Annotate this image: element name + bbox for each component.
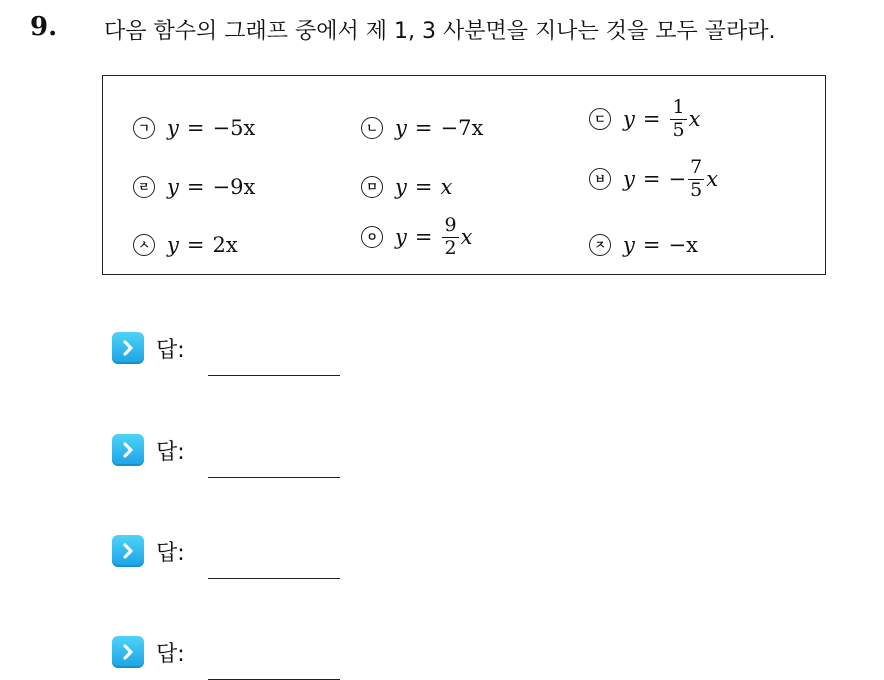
option-lhs: y	[167, 233, 179, 257]
option-7	[133, 233, 238, 257]
option-8	[361, 216, 472, 259]
chevron-right-icon	[112, 636, 144, 668]
answer-label: 답:	[156, 641, 185, 667]
fraction-denominator: 5	[672, 118, 685, 141]
option-lhs: y	[167, 116, 179, 140]
option-lhs: y	[395, 175, 407, 199]
option-eq: =	[642, 107, 661, 132]
option-fraction	[442, 216, 458, 259]
option-4	[133, 175, 255, 199]
option-marker: ㄱ	[133, 117, 155, 139]
option-marker: ㄷ	[589, 108, 611, 130]
chevron-right-icon	[112, 332, 144, 364]
option-6	[589, 158, 718, 201]
option-marker: ㅅ	[133, 234, 155, 256]
options-box	[102, 75, 826, 275]
answer-blank[interactable]	[208, 649, 340, 680]
option-marker: ㅈ	[589, 234, 611, 256]
answer-label: 답:	[156, 439, 185, 465]
option-eq: =	[414, 175, 433, 199]
fraction-numerator: 7	[690, 156, 703, 178]
option-marker: ㅇ	[361, 226, 383, 248]
option-lhs: y	[395, 116, 407, 140]
fraction-denominator: 2	[444, 236, 457, 259]
question-text: 다음 함수의 그래프 중에서 제 1, 3 사분면을 지나는 것을 모두 골라라.	[104, 19, 776, 44]
option-var: x	[688, 107, 701, 132]
answer-row-4	[112, 636, 340, 668]
option-lhs: y	[623, 167, 635, 192]
option-eq: =	[186, 233, 205, 257]
answer-row-1	[112, 332, 340, 364]
option-eq: =	[414, 116, 433, 140]
option-lhs: y	[623, 233, 635, 257]
fraction-numerator: 9	[444, 214, 457, 236]
option-rhs: −9x	[212, 175, 256, 199]
option-marker: ㅂ	[589, 168, 611, 190]
option-marker: ㄴ	[361, 117, 383, 139]
answer-row-3	[112, 535, 340, 567]
chevron-right-icon	[112, 535, 144, 567]
fraction-denominator: 5	[690, 178, 703, 201]
option-marker: ㅁ	[361, 176, 383, 198]
option-rhs: x	[440, 175, 453, 199]
option-lhs: y	[167, 175, 179, 199]
option-rhs: −x	[668, 233, 698, 257]
answer-blank[interactable]	[208, 447, 340, 478]
option-marker: ㄹ	[133, 176, 155, 198]
answer-label: 답:	[156, 337, 185, 363]
option-var: x	[706, 167, 719, 192]
option-var: x	[460, 225, 473, 250]
option-eq: =	[642, 233, 661, 257]
option-lhs: y	[623, 107, 635, 132]
option-lhs: y	[395, 225, 407, 250]
answer-blank[interactable]	[208, 345, 340, 376]
option-eq: =	[186, 116, 205, 140]
option-2	[361, 116, 483, 140]
option-3	[589, 98, 700, 141]
answer-label: 답:	[156, 540, 185, 566]
answer-row-2	[112, 434, 340, 466]
option-rhs: −7x	[440, 116, 484, 140]
fraction-numerator: 1	[672, 96, 685, 118]
option-eq: =	[642, 167, 661, 192]
question-number: 9.	[30, 12, 58, 42]
option-9	[589, 233, 698, 257]
chevron-right-icon	[112, 434, 144, 466]
option-eq: =	[414, 225, 433, 250]
answer-blank[interactable]	[208, 548, 340, 579]
option-rhs: −5x	[212, 116, 256, 140]
option-fraction	[688, 158, 704, 201]
option-fraction	[670, 98, 686, 141]
option-rhs: 2x	[212, 233, 238, 257]
option-eq: =	[186, 175, 205, 199]
option-sign: −	[668, 167, 687, 192]
option-1	[133, 116, 255, 140]
option-5	[361, 175, 452, 199]
